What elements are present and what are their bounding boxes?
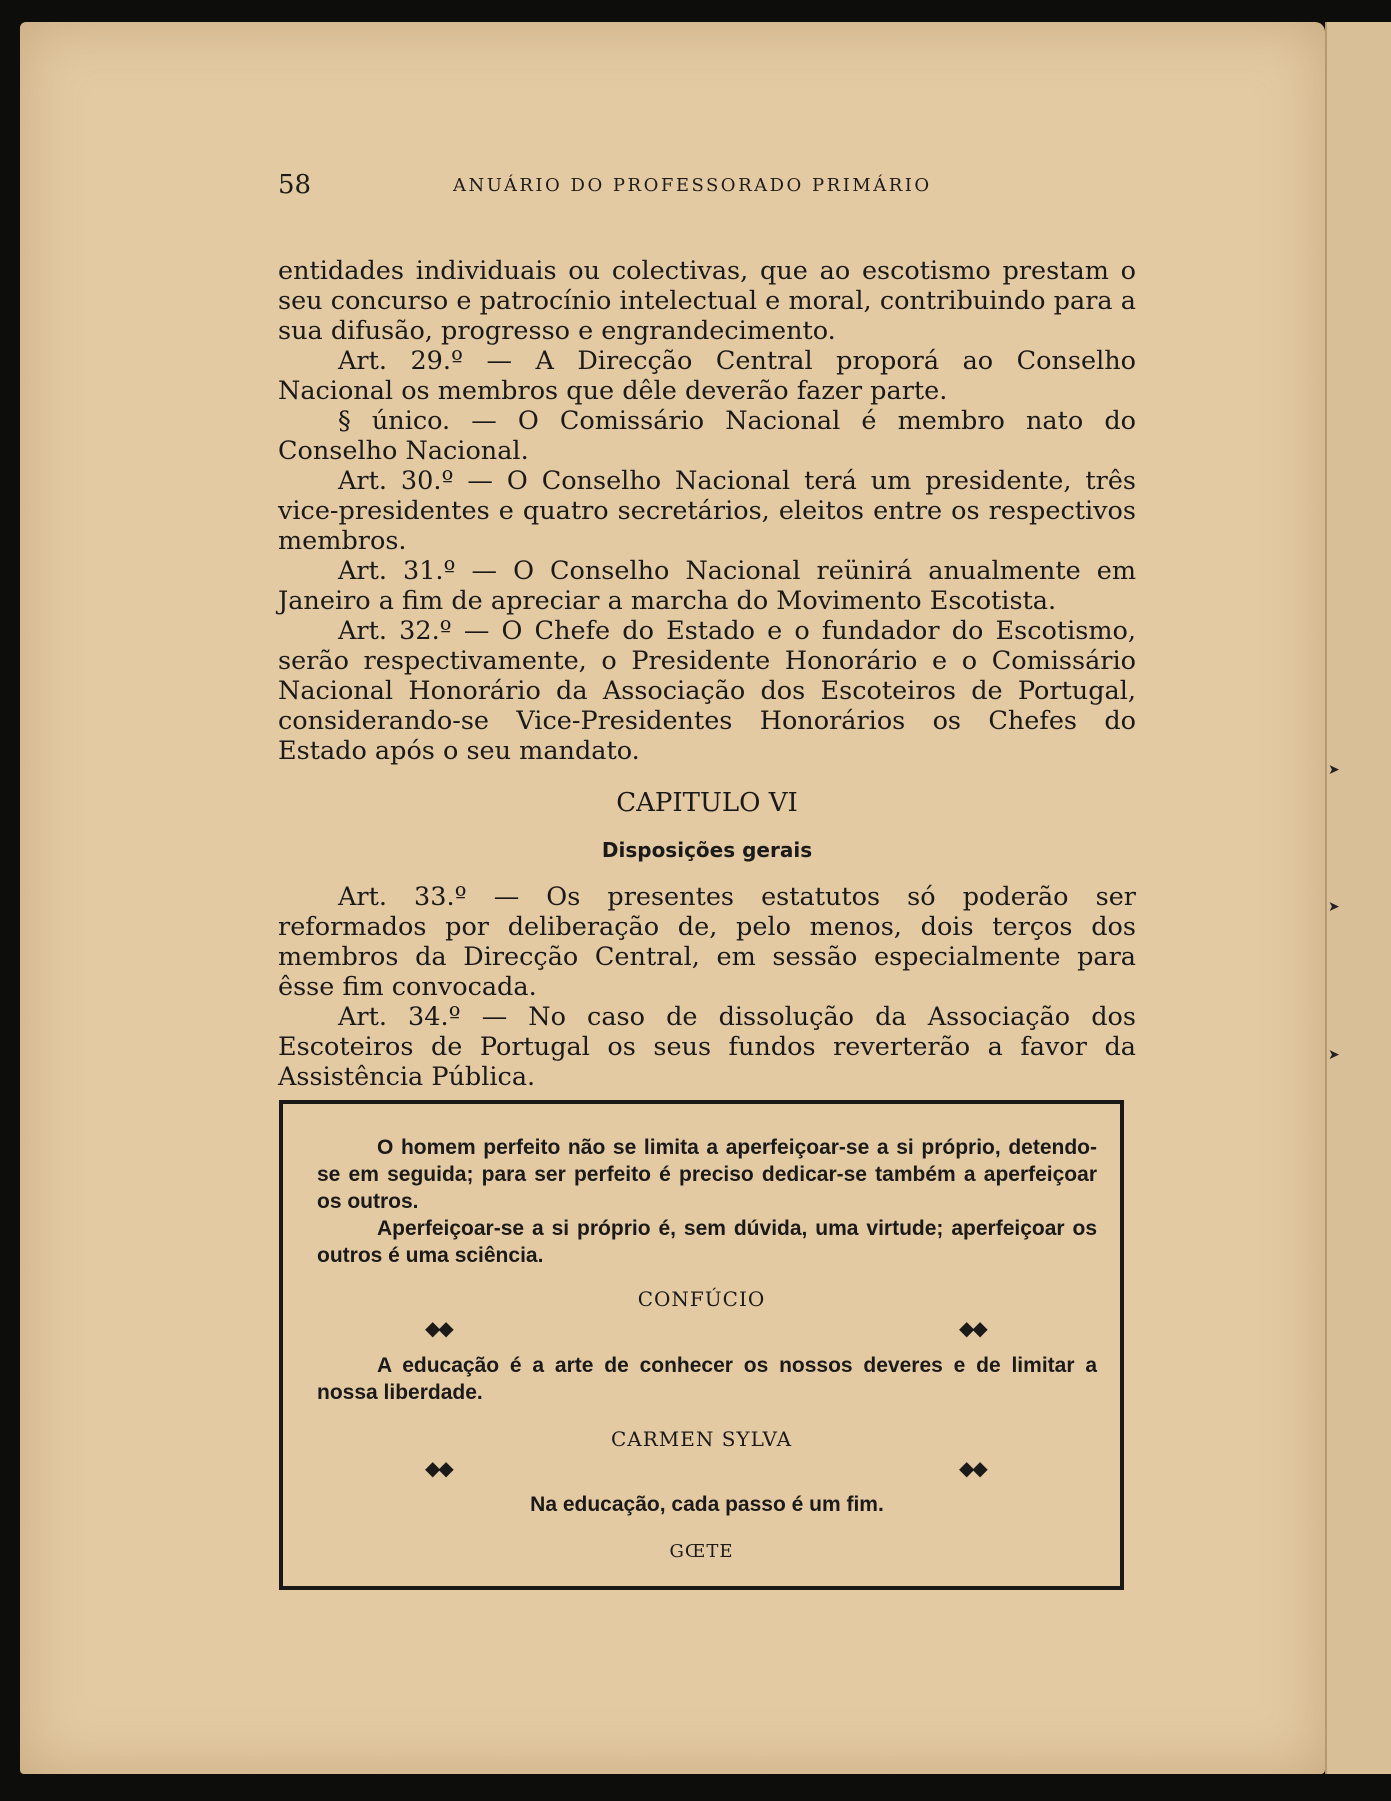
diamond-ornament-icon: ◆◆ — [425, 1456, 452, 1480]
section-title: Disposições gerais — [601, 838, 813, 862]
paragraph: entidades individuais ou colectivas, que ao escotismo prestam o seu concurso e patrocínio intelectual e moral, contribuindo para a sua difusão, progresso e engrandecimento. — [278, 256, 1136, 346]
quote-author: CARMEN SYLVA — [610, 1427, 793, 1451]
paragraph-art-34: Art. 34.º — No caso de dissolução da Associação dos Escoteiros de Portugal os seus fundos reverterão a favor da Assistência Pública. — [278, 1002, 1136, 1092]
body-text-chapter-vi — [278, 882, 1136, 1092]
paragraph-art-32: Art. 32.º — O Chefe do Estado e o fundador do Escotismo, serão respectivamente, o Presidente Honorário e o Comissário Nacional Honorário da Associação dos Escoteiros de Portugal, considerando-se Vice-Presidentes Honorários os Chefes do Estado após o seu mandato. — [278, 616, 1136, 766]
diamond-ornament-icon: ◆◆ — [425, 1316, 452, 1340]
running-head: ANUÁRIO DO PROFESSORADO PRIMÁRIO — [453, 175, 932, 196]
adjacent-page-edge — [1325, 22, 1391, 1774]
margin-arrow-mark: ➤ — [1328, 899, 1340, 915]
quote-author: CONFÚCIO — [637, 1287, 766, 1311]
page-header — [278, 170, 958, 200]
diamond-ornament-icon: ◆◆ — [959, 1316, 986, 1340]
paragraph-art-30: Art. 30.º — O Conselho Nacional terá um presidente, três vice-presidentes e quatro secretários, eleitos entre os respectivos membros. — [278, 466, 1136, 556]
quote-carmen-sylva — [317, 1352, 1097, 1406]
paragraph-art-33: Art. 33.º — Os presentes estatutos só poderão ser reformados por deliberação de, pelo menos, dois terços dos membros da Direcção Central, em sessão especialmente para êsse fim convocada. — [278, 882, 1136, 1002]
chapter-title: CAPITULO VI — [616, 788, 798, 818]
quote-box — [279, 1100, 1124, 1590]
quote-paragraph: A educação é a arte de conhecer os nossos deveres e de limitar a nossa liberdade. — [317, 1354, 1097, 1404]
paragraph-art-31: Art. 31.º — O Conselho Nacional reünirá anualmente em Janeiro a fim de apreciar a marcha do Movimento Escotista. — [278, 556, 1136, 616]
quote-author: GŒTE — [669, 1541, 734, 1562]
quote-goethe — [317, 1491, 1097, 1518]
quote-paragraph: Aperfeiçoar-se a si próprio é, sem dúvida, uma virtude; aperfeiçoar os outros é uma sciência. — [317, 1217, 1097, 1267]
diamond-ornament-icon: ◆◆ — [959, 1456, 986, 1480]
paragraph-unico: § único. — O Comissário Nacional é membro nato do Conselho Nacional. — [278, 406, 1136, 466]
quote-paragraph: O homem perfeito não se limita a aperfeiçoar-se a si próprio, detendo-se em seguida; para ser perfeito é preciso dedicar-se também a aperfeiçoar os outros. — [317, 1136, 1097, 1213]
margin-arrow-mark: ➤ — [1328, 762, 1340, 778]
margin-arrow-mark: ➤ — [1328, 1047, 1340, 1063]
paragraph-art-29: Art. 29.º — A Direcção Central proporá ao Conselho Nacional os membros que dêle deverão fazer parte. — [278, 346, 1136, 406]
quote-confucio — [317, 1134, 1097, 1269]
body-text — [278, 256, 1136, 766]
page-number: 58 — [278, 170, 312, 200]
quote-paragraph: Na educação, cada passo é um fim. — [530, 1493, 884, 1516]
